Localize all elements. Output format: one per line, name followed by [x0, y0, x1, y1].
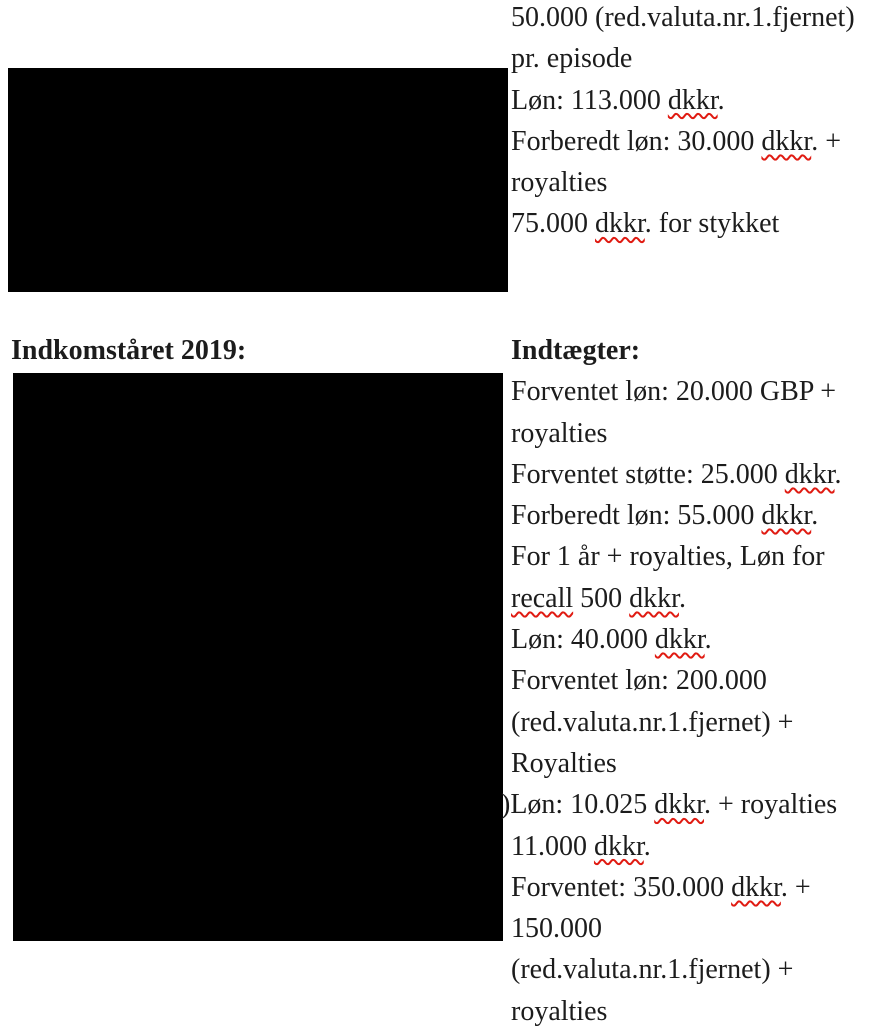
text-segment: . [834, 458, 842, 490]
income-notes-top-block [511, 0, 886, 245]
text-segment: Forberedt løn: 30.000 [511, 125, 762, 157]
misspelled-word: recall [511, 582, 574, 614]
text-segment: Løn: 40.000 [511, 624, 655, 656]
text-segment: . for stykket [644, 208, 780, 240]
income-lines [501, 371, 886, 1032]
text-segment: . + [811, 125, 841, 157]
text-line [511, 80, 886, 121]
text-segment: 500 [573, 582, 630, 614]
text-line [511, 702, 886, 743]
text-segment: Forventet løn: 200.000 [511, 665, 767, 697]
text-segment: . + [780, 871, 811, 903]
misspelled-word: dkkr [593, 830, 644, 862]
text-line [511, 949, 886, 990]
text-line [511, 826, 886, 867]
text-segment: Forventet: 350.000 [511, 871, 732, 903]
text-segment: Forventet støtte: 25.000 [511, 458, 785, 490]
text-segment: Løn: 113.000 [511, 84, 668, 116]
text-line [511, 203, 886, 244]
text-segment: 11.000 [511, 830, 594, 862]
right-heading-indtaegter: Indtægter: [511, 335, 641, 366]
text-segment: . [643, 830, 651, 862]
text-segment: royalties [511, 167, 608, 199]
text-segment: . [717, 84, 725, 116]
text-line [501, 784, 886, 825]
text-segment: 75.000 [511, 208, 595, 240]
text-segment: . [678, 582, 686, 614]
misspelled-word: dkkr [654, 624, 705, 656]
misspelled-word: dkkr [731, 871, 781, 903]
redaction-box-top [8, 68, 508, 292]
text-segment: Forberedt løn: 55.000 [511, 500, 762, 532]
left-heading-indkomstaaret: Indkomståret 2019: [11, 335, 247, 366]
misspelled-word: dkkr [667, 84, 718, 116]
misspelled-word: dkkr [761, 500, 812, 532]
text-segment: royalties [511, 417, 608, 449]
text-segment: (red.valuta.nr.1.fjernet) + [511, 954, 794, 986]
text-line [511, 162, 886, 203]
text-segment: . [811, 500, 819, 532]
misspelled-word: dkkr [629, 582, 679, 614]
text-line [511, 991, 886, 1032]
text-segment: Forventet løn: 20.000 GBP + [511, 376, 837, 408]
text-line [511, 619, 886, 660]
text-segment: 50.000 (red.valuta.nr.1.fjernet) [511, 2, 855, 33]
text-line [511, 660, 886, 701]
misspelled-word: dkkr [784, 458, 835, 490]
text-line [511, 413, 886, 454]
misspelled-word: dkkr [595, 208, 645, 240]
income-block [501, 330, 886, 1032]
misspelled-word: dkkr [654, 789, 704, 821]
text-segment: royalties [511, 995, 608, 1027]
text-segment: 150.000 [511, 913, 602, 945]
text-line [511, 38, 886, 79]
text-line [511, 371, 886, 412]
text-segment: pr. episode [511, 43, 633, 75]
text-segment: )Løn: 10.025 [501, 789, 655, 821]
text-segment: . + royalties [704, 789, 838, 821]
text-line [511, 121, 886, 162]
text-line [511, 536, 886, 577]
text-segment: (red.valuta.nr.1.fjernet) + [511, 706, 794, 738]
text-line [511, 867, 886, 908]
misspelled-word: dkkr [761, 125, 812, 157]
redaction-box-main [13, 373, 503, 941]
text-segment: Royalties [511, 747, 617, 779]
text-line [511, 495, 886, 536]
text-segment: For 1 år + royalties, Løn for [511, 541, 825, 573]
text-line [511, 578, 886, 619]
text-line [511, 0, 886, 38]
text-segment: . [704, 624, 712, 656]
text-line [511, 908, 886, 949]
text-line [511, 454, 886, 495]
text-line [511, 743, 886, 784]
